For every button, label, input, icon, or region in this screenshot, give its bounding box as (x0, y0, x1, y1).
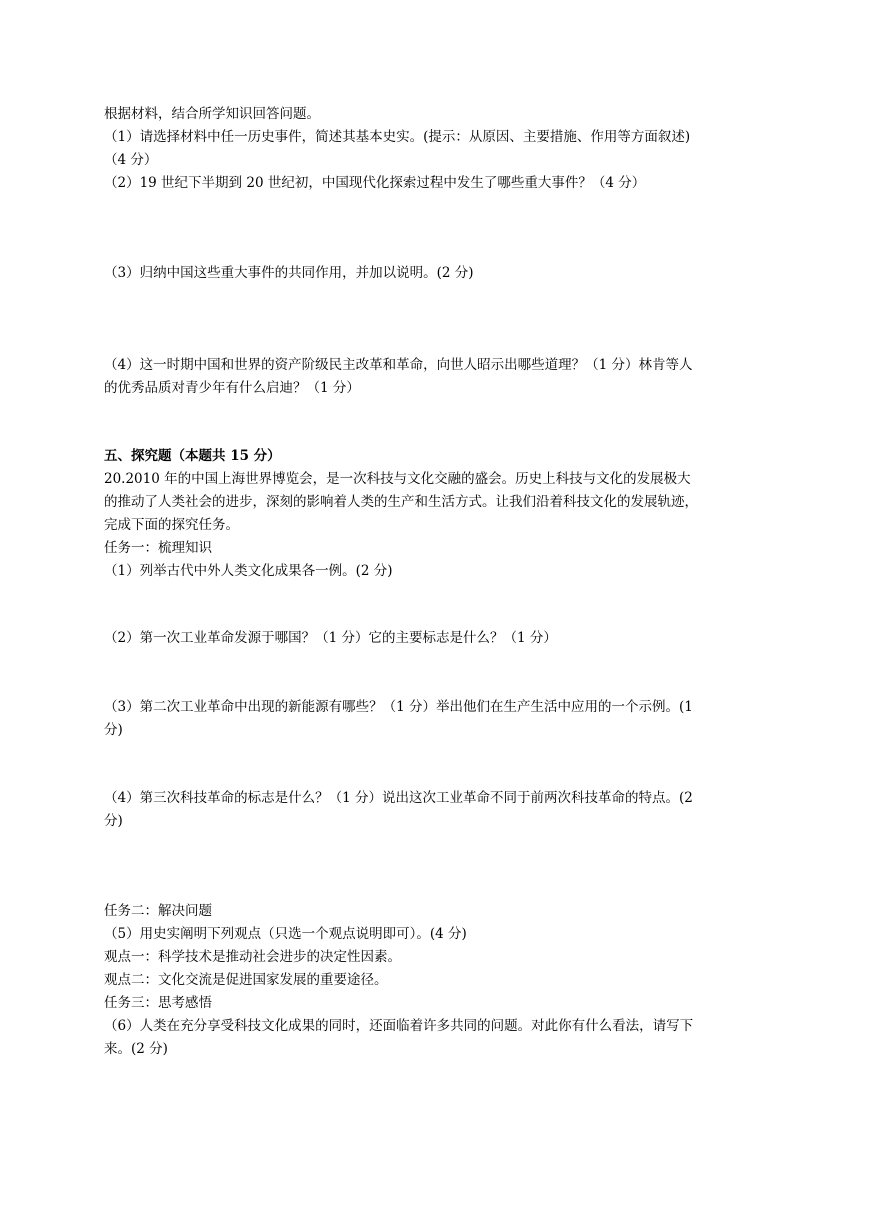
section5-q1: （1）列举古代中外人类文化成果各一例。(2 分) (104, 563, 393, 579)
section5-intro-line2: 的推动了人类社会的进步，深刻的影响着人类的生产和生活方式。让我们沿着科技文化的发展轨迹， (104, 494, 698, 510)
section4-q1-line2: （4 分） (104, 152, 158, 168)
section5-q4-line2: 分) (104, 813, 123, 829)
section4-q2: （2）19 世纪下半期到 20 世纪初，中国现代化探索过程中发生了哪些重大事件？（4 分） (104, 175, 646, 191)
section4-q3: （3）归纳中国这些重大事件的共同作用，并加以说明。(2 分) (104, 265, 474, 281)
section5-q3-line1: （3）第二次工业革命中出现的新能源有哪些？（1 分）举出他们在生产生活中应用的一个示例。(1 (104, 699, 693, 715)
section4-intro: 根据材料，结合所学知识回答问题。 (104, 106, 320, 122)
section5-q5: （5）用史实阐明下列观点（只选一个观点说明即可）。(4 分) (104, 926, 467, 942)
section5-heading: 五、探究题（本题共 15 分） (104, 448, 281, 464)
section5-q6-line1: （6）人类在充分享受科技文化成果的同时，还面临着许多共同的问题。对此你有什么看法，请写下 (104, 1018, 694, 1034)
section5-task3: 任务三：思考感悟 (104, 995, 212, 1011)
section5-view1: 观点一：科学技术是推动社会进步的决定性因素。 (104, 949, 401, 965)
section5-intro-line1: 20.2010 年的中国上海世界博览会，是一次科技与文化交融的盛会。历史上科技与文化的发展极大 (104, 471, 691, 487)
section5-task2: 任务二：解决问题 (104, 903, 212, 919)
section5-q2: （2）第一次工业革命发源于哪国？（1 分）它的主要标志是什么？（1 分） (104, 630, 557, 646)
section4-q1-line1: （1）请选择材料中任一历史事件，简述其基本史实。(提示：从原因、主要措施、作用等方面叙述) (104, 129, 691, 145)
section4-q4-line2: 的优秀品质对青少年有什么启迪？（1 分） (104, 380, 360, 396)
section5-q4-line1: （4）第三次科技革命的标志是什么？（1 分）说出这次工业革命不同于前两次科技革命的特点。(2 (104, 790, 693, 806)
section5-view2: 观点二：文化交流是促进国家发展的重要途径。 (104, 972, 388, 988)
section5-intro-line3: 完成下面的探究任务。 (104, 517, 239, 533)
section5-q6-line2: 来。(2 分) (104, 1041, 168, 1057)
section5-task1: 任务一：梳理知识 (104, 540, 212, 556)
section4-q4-line1: （4）这一时期中国和世界的资产阶级民主改革和革命，向世人昭示出哪些道理？（1 分）林肯等人 (104, 357, 693, 373)
section5-q3-line2: 分) (104, 722, 123, 738)
